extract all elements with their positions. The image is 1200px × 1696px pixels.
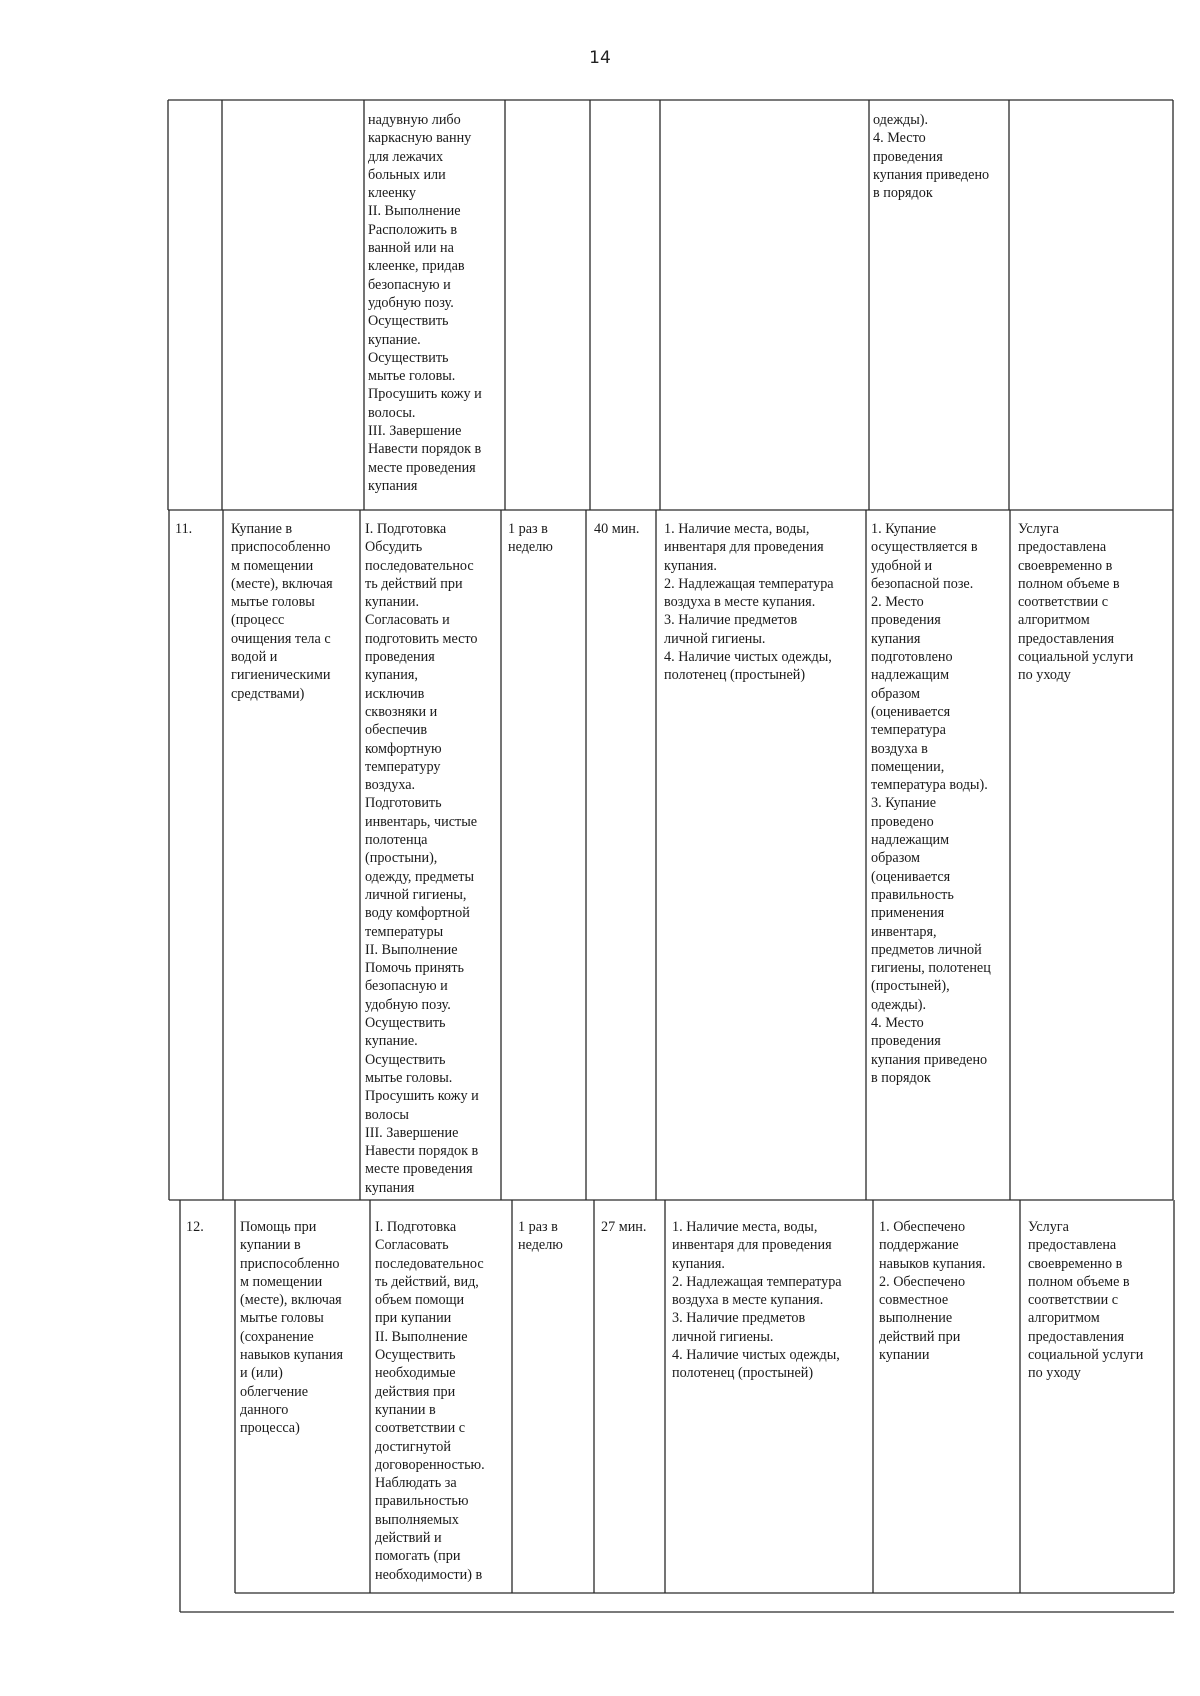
duration-cell: 40 мин. [594, 521, 640, 537]
service-name-cell: Купание в приспособленно м помещении (месте), включая мытье головы (процесс очищения тела с водой и гигиеническими средствами) [231, 521, 333, 702]
procedure-cell: I. Подготовка Согласовать последовательнос ть действий, вид, объем помощи при купании II. Выполнение Осуществить необходимые действия при купании в соответствии с достигнутой договоренностью. Наблюдать за правильностью выполняемых действий и помогать (при необходимости) в [375, 1219, 485, 1583]
page-number: 14 [589, 48, 611, 68]
frequency-cell: 1 раз в неделю [518, 1219, 563, 1254]
row-number-cell: 11. [175, 521, 193, 537]
conditions-cell: 1. Наличие места, воды, инвентаря для проведения купания. 2. Надлежащая температура воздуха в месте купания. 3. Наличие предметов личной гигиены. 4. Наличие чистых одежды, полотенец (простыней) [672, 1219, 842, 1382]
service-name-cell: Помощь при купании в приспособленно м помещении (месте), включая мытье головы (сохранение навыков купания и (или) облегчение данного процесса) [240, 1219, 344, 1437]
quality-cell: 1. Купание осуществляется в удобной и безопасной позе. 2. Место проведения купания подготовлено надлежащим образом (оценивается температура воздуха в помещении, температура воды). 3. Купание проведено надлежащим образом (оценивается правильность применения инвентаря, предметов личной гигиены, полотенец (простыней), одежды). 4. Место проведения купания приведено в порядок [871, 521, 991, 1086]
procedure-cell: надувную либо каркасную ванну для лежачих больных или клеенку II. Выполнение Расположить в ванной или на клеенке, придав безопасную и удобную позу. Осуществить купание. Осуществить мытье головы. Просушить кожу и волосы. III. Завершение Навести порядок в месте проведения купания [368, 112, 482, 494]
quality-cell: 1. Обеспечено поддержание навыков купания. 2. Обеспечено совместное выполнение действий при купании [879, 1219, 986, 1364]
conditions-cell: 1. Наличие места, воды, инвентаря для проведения купания. 2. Надлежащая температура воздуха в месте купания. 3. Наличие предметов личной гигиены. 4. Наличие чистых одежды, полотенец (простыней) [664, 521, 834, 684]
duration-cell: 27 мин. [601, 1219, 647, 1235]
result-cell: Услуга предоставлена своевременно в полном объеме в соответствии с алгоритмом предоставления социальной услуги по уходу [1018, 521, 1134, 684]
procedure-cell: I. Подготовка Обсудить последовательнос ть действий при купании. Согласовать и подготовить место проведения купания, исключив сквозняки и обеспечив комфортную температуру воздуха. Подготовить инвентарь, чистые полотенца (простыни), одежду, предметы личной гигиены, воду комфортной температуры II. Выполнение Помочь принять безопасную и удобную позу. Осуществить купание. Осуществить мытье головы. Просушить кожу и волосы III. Завершение Навести порядок в месте проведения купания [365, 521, 479, 1196]
result-cell: Услуга предоставлена своевременно в полном объеме в соответствии с алгоритмом предоставления социальной услуги по уходу [1028, 1219, 1144, 1382]
row-number-cell: 12. [186, 1219, 204, 1235]
quality-cell: одежды). 4. Место проведения купания приведено в порядок [873, 112, 990, 202]
frequency-cell: 1 раз в неделю [508, 521, 553, 556]
